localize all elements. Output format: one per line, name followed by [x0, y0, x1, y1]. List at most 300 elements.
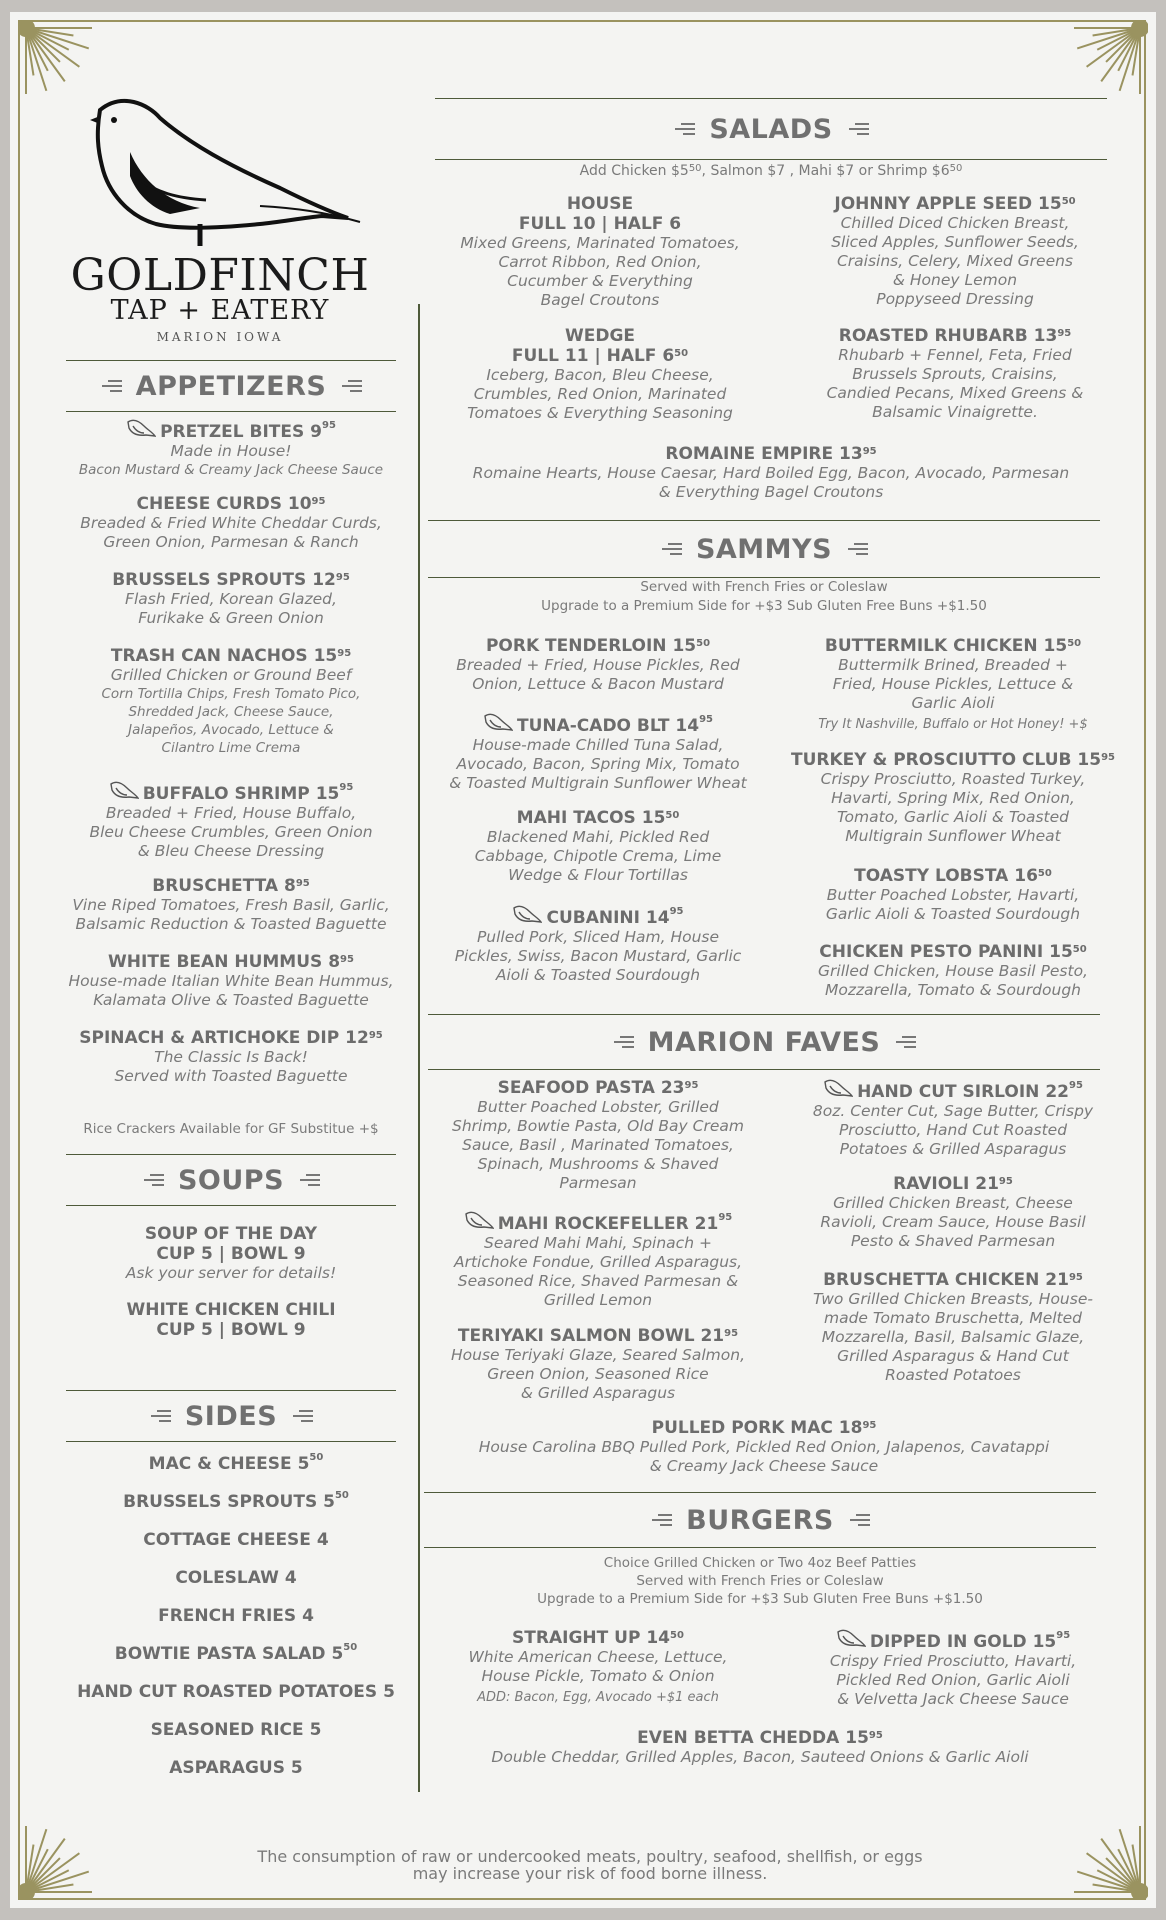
item-description: House Teriyaki Glaze, Seared Salmon,: [450, 1346, 745, 1364]
item-description: Garlic Aioli & Toasted Sourdough: [825, 905, 1081, 923]
sammys-note: Served with French Fries or Coleslaw: [640, 579, 888, 595]
item-name-line: [790, 194, 1120, 214]
section-title: BURGERS: [686, 1504, 834, 1536]
burst-ray: [1087, 28, 1140, 67]
side-name: HAND CUT ROASTED POTATOES: [77, 1682, 378, 1702]
item-description: Pulled Pork, Sliced Ham, House: [476, 928, 720, 946]
item-description: Tomatoes & Everything Seasoning: [467, 404, 733, 422]
menu-item: [428, 712, 768, 793]
item-price: 13: [839, 444, 863, 464]
item-description: Double Cheddar, Grilled Apples, Bacon, Sauteed Onions & Garlic Aioli: [491, 1748, 1029, 1766]
side-price: 4: [284, 1568, 297, 1588]
item-description: Seasoned Rice, Shaved Parmesan &: [457, 1272, 739, 1290]
item-description: & Honey Lemon: [892, 271, 1018, 289]
item-description: & Velvetta Jack Cheese Sauce: [837, 1690, 1069, 1708]
menu-item: [56, 418, 406, 479]
item-description: & Everything Bagel Croutons: [658, 483, 884, 501]
menu-item: [428, 1628, 768, 1706]
item-price-cents: 95: [1056, 1630, 1071, 1641]
item-price-cents: 95: [684, 1080, 699, 1091]
menu-item: [788, 1174, 1118, 1251]
item-description: Jalapeños, Avocado, Lettuce &: [128, 722, 334, 738]
item-description: & Creamy Jack Cheese Sauce: [649, 1457, 879, 1475]
side-price: 5: [309, 1720, 322, 1740]
item-description: Potatoes & Grilled Asparagus: [839, 1140, 1067, 1158]
item-name: TRASH CAN NACHOS: [110, 646, 308, 666]
item-description: & Bleu Cheese Dressing: [137, 842, 325, 860]
item-name-line: [56, 1028, 406, 1048]
item-name: TURKEY & PROSCIUTTO CLUB: [790, 750, 1072, 770]
item-description: Butter Poached Lobster, Grilled: [477, 1098, 719, 1116]
item-price: 15: [313, 646, 338, 666]
goldfinch-bird-icon: [823, 1078, 853, 1100]
menu-item: [56, 1300, 406, 1340]
item-name: DIPPED IN GOLD: [869, 1632, 1027, 1652]
item-description: Grilled Asparagus & Hand Cut: [837, 1347, 1069, 1365]
goldfinch-bird-icon: [483, 712, 513, 734]
item-price: 12: [312, 570, 336, 590]
side-name: COTTAGE CHEESE: [143, 1530, 311, 1550]
item-name-line: [56, 494, 406, 514]
menu-item: [788, 750, 1118, 846]
item-name-line: [790, 326, 1120, 346]
section-title: APPETIZERS: [135, 370, 327, 402]
item-description: Pickled Red Onion, Garlic Aioli: [836, 1671, 1070, 1689]
menu-item: [788, 636, 1118, 733]
item-description: Sliced Apples, Sunflower Seeds,: [831, 233, 1079, 251]
item-portion-prices: [56, 1244, 406, 1264]
item-price-cents: 50: [1067, 638, 1082, 649]
dash-lines-icon: [846, 543, 868, 555]
item-description: House Pickle, Tomato & Onion: [481, 1667, 715, 1685]
item-name: SOUP OF THE DAY: [144, 1224, 318, 1244]
dash-lines-icon: [149, 1410, 171, 1422]
section-header-soups: [66, 1154, 396, 1206]
item-description: Flash Fried, Korean Glazed,: [125, 590, 337, 608]
item-name-line: [435, 444, 1107, 464]
burgers-note: Choice Grilled Chicken or Two 4oz Beef Patties: [603, 1555, 917, 1571]
item-description: Candied Pecans, Mixed Greens &: [826, 384, 1084, 402]
item-description: Grilled Lemon: [543, 1291, 653, 1309]
item-price-cents: 50: [696, 638, 711, 649]
item-price-cents: 50: [1037, 868, 1052, 879]
item-price-cents: 95: [295, 878, 310, 889]
item-price-cents: 95: [669, 906, 684, 917]
item-portion-prices: [435, 214, 765, 234]
item-description: Made in House!: [170, 442, 292, 460]
item-name-line: [428, 1210, 768, 1234]
item-description: Spinach, Mushrooms & Shaved: [477, 1155, 719, 1173]
item-name: EVEN BETTA CHEDDA: [637, 1728, 840, 1748]
menu-page: [10, 12, 1156, 1908]
menu-item: [435, 194, 765, 310]
menu-item: [56, 646, 406, 757]
menu-item: [428, 1326, 768, 1403]
section-header-marion-faves: [428, 1014, 1100, 1070]
item-price-cents: 95: [862, 446, 877, 457]
addon-text: 50: [949, 163, 963, 174]
item-name: WHITE BEAN HUMMUS: [108, 952, 323, 972]
item-name: PRETZEL BITES: [160, 422, 305, 442]
item-description: House-made Chilled Tuna Salad,: [472, 736, 724, 754]
side-name: BRUSSELS SPROUTS: [123, 1492, 318, 1512]
item-price: 21: [1045, 1270, 1069, 1290]
item-description: Carrot Ribbon, Red Onion,: [498, 253, 702, 271]
item-name: WEDGE: [564, 326, 636, 346]
section-title: SIDES: [184, 1400, 278, 1432]
item-price-cents: 95: [340, 954, 354, 965]
side-item: [66, 1720, 406, 1740]
item-name: BRUSCHETTA CHICKEN: [823, 1270, 1040, 1290]
menu-item: [424, 1728, 1096, 1767]
side-price: 5: [290, 1758, 303, 1778]
side-price: 5: [297, 1454, 310, 1474]
menu-item: [435, 326, 765, 423]
item-name-line: [56, 876, 406, 896]
item-description: Pickles, Swiss, Bacon Mustard, Garlic: [454, 947, 742, 965]
burgers-note: Upgrade to a Premium Side for +$3 Sub Gluten Free Buns +$1.50: [537, 1591, 983, 1607]
item-description: Avocado, Bacon, Spring Mix, Tomato: [456, 755, 740, 773]
item-description: Bleu Cheese Crumbles, Green Onion: [89, 823, 373, 841]
section-header-appetizers: [66, 360, 396, 412]
item-description: Rhubarb + Fennel, Feta, Fried: [838, 346, 1072, 364]
item-description: Breaded + Fried, House Pickles, Red: [456, 656, 740, 674]
dash-lines-icon: [298, 1174, 320, 1186]
menu-item: [428, 1078, 768, 1193]
item-description: Sauce, Basil , Marinated Tomatoes,: [462, 1136, 734, 1154]
item-description: White American Cheese, Lettuce,: [468, 1648, 728, 1666]
item-price-cents: 50: [1061, 196, 1076, 207]
item-description: Brussels Sprouts, Craisins,: [852, 365, 1058, 383]
item-name-line: [56, 1224, 406, 1244]
item-name-line: [424, 1728, 1096, 1748]
item-price: 18: [838, 1418, 863, 1438]
item-name: MAHI ROCKEFELLER: [497, 1214, 689, 1234]
item-price-cents: 95: [862, 1420, 877, 1431]
item-description: Crispy Prosciutto, Roasted Turkey,: [820, 770, 1086, 788]
goldfinch-bird-icon: [70, 96, 370, 256]
item-description: House Carolina BBQ Pulled Pork, Pickled Red Onion, Jalapenos, Cavatappi: [478, 1438, 1050, 1456]
dash-lines-icon: [612, 1036, 634, 1048]
side-price: 5: [331, 1644, 344, 1664]
item-description: Romaine Hearts, House Caesar, Hard Boiled Egg, Bacon, Avocado, Parmesan: [472, 464, 1070, 482]
item-description: Mixed Greens, Marinated Tomatoes,: [460, 234, 740, 252]
side-name: COLESLAW: [175, 1568, 279, 1588]
item-name: HOUSE: [566, 194, 634, 214]
item-description: Artichoke Fondue, Grilled Asparagus,: [453, 1253, 743, 1271]
item-price-cents: 95: [335, 572, 350, 583]
item-description: Kalamata Olive & Toasted Baguette: [93, 991, 369, 1009]
item-name: TUNA-CADO BLT: [516, 716, 670, 736]
item-upgrade-note: ADD: Bacon, Egg, Avocado +$1 each: [477, 1690, 719, 1705]
item-portion-prices: [56, 1320, 406, 1340]
item-description: Parmesan: [559, 1174, 637, 1192]
item-name-line: [788, 1078, 1118, 1102]
side-item: [66, 1644, 406, 1664]
item-name: STRAIGHT UP: [512, 1628, 641, 1648]
menu-item: [428, 904, 768, 985]
item-name-line: [428, 636, 768, 656]
logo-location: MARION IOWA: [156, 330, 284, 344]
menu-item: [788, 1270, 1118, 1385]
item-price: 16: [1014, 866, 1038, 886]
goldfinch-bird-icon: [126, 418, 156, 440]
side-price: 5: [383, 1682, 395, 1702]
item-price: 15: [641, 808, 666, 828]
dash-lines-icon: [660, 543, 682, 555]
corner-burst-icon: [18, 1820, 98, 1900]
item-price: 21: [700, 1326, 725, 1346]
menu-item: [428, 1418, 1100, 1476]
item-price: 13: [1033, 326, 1058, 346]
item-name: BUFFALO SHRIMP: [142, 784, 310, 804]
burst-ray: [26, 1839, 65, 1892]
item-price-cents: 95: [724, 1328, 739, 1339]
item-description: Breaded & Fried White Cheddar Curds,: [80, 514, 382, 532]
column-divider: [418, 304, 420, 1792]
item-price-cents: 95: [1101, 752, 1116, 763]
burst-ray: [1101, 28, 1140, 81]
item-name-line: [56, 1300, 406, 1320]
item-name-line: [788, 1174, 1118, 1194]
item-price-cents: 50: [670, 1630, 684, 1641]
item-description: Served with Toasted Baguette: [114, 1067, 348, 1085]
item-name: JOHNNY APPLE SEED: [834, 194, 1033, 214]
item-description: Grilled Chicken Breast, Cheese: [833, 1194, 1073, 1212]
side-item: [66, 1606, 406, 1626]
menu-item: [788, 942, 1118, 1000]
footer-disclaimer: [150, 1848, 1030, 1882]
item-price: 15: [1049, 942, 1073, 962]
item-description: Crispy Fried Prosciutto, Havarti,: [829, 1652, 1077, 1670]
item-name-line: [788, 750, 1118, 770]
dash-lines-icon: [848, 1514, 870, 1526]
item-name-line: [788, 1270, 1118, 1290]
item-name-line: [788, 942, 1118, 962]
item-name-line: [56, 952, 406, 972]
portion-text: CUP 5 | BOWL 9: [156, 1244, 306, 1264]
item-name: CHICKEN PESTO PANINI: [819, 942, 1044, 962]
item-description: Pesto & Shaved Parmesan: [850, 1232, 1056, 1250]
sammys-note: Upgrade to a Premium Side for +$3 Sub Gluten Free Buns +$1.50: [541, 598, 987, 614]
item-description: Iceberg, Bacon, Bleu Cheese,: [486, 366, 714, 384]
item-description: Balsamic Reduction & Toasted Baguette: [75, 915, 387, 933]
side-name: SEASONED RICE: [150, 1720, 304, 1740]
goldfinch-bird-icon: [512, 904, 542, 926]
item-upgrade-note: Try It Nashville, Buffalo or Hot Honey! +$: [818, 717, 1088, 732]
dash-lines-icon: [340, 380, 362, 392]
item-price: 15: [1077, 750, 1102, 770]
item-name-line: [428, 808, 768, 828]
dash-lines-icon: [894, 1036, 916, 1048]
item-description: Bacon Mustard & Creamy Jack Cheese Sauce: [78, 462, 384, 478]
side-price-cents: 50: [334, 1490, 349, 1501]
item-price-cents: 95: [339, 782, 354, 793]
item-price: 15: [1043, 636, 1068, 656]
item-name: SPINACH & ARTICHOKE DIP: [79, 1028, 340, 1048]
item-price: 14: [675, 716, 700, 736]
burst-ray: [1087, 1853, 1140, 1892]
dash-lines-icon: [650, 1514, 672, 1526]
side-name: BOWTIE PASTA SALAD: [114, 1644, 326, 1664]
item-description: Onion, Lettuce & Bacon Mustard: [472, 675, 724, 693]
item-description: & Toasted Multigrain Sunflower Wheat: [449, 774, 747, 792]
item-name-line: [56, 780, 406, 804]
item-name-line: [428, 1418, 1100, 1438]
item-name-line: [435, 326, 765, 346]
item-name-line: [56, 570, 406, 590]
item-price: 21: [694, 1214, 719, 1234]
side-name: FRENCH FRIES: [158, 1606, 297, 1626]
item-price: 15: [1038, 194, 1062, 214]
burst-ray: [26, 28, 65, 81]
item-price-cents: 95: [998, 1176, 1013, 1187]
logo-name: GOLDFINCH: [70, 250, 370, 301]
item-name-line: [428, 1628, 768, 1648]
item-price: 14: [646, 1628, 671, 1648]
menu-item: [428, 636, 768, 694]
menu-item: [56, 780, 406, 861]
item-name: CUBANINI: [546, 908, 640, 928]
menu-item: [435, 444, 1107, 502]
item-price-cents: 95: [337, 648, 352, 659]
dash-lines-icon: [100, 380, 122, 392]
portion-text: FULL 11 | HALF 6: [511, 346, 675, 366]
item-name: RAVIOLI: [893, 1174, 970, 1194]
item-name-line: [56, 646, 406, 666]
item-description: Breaded + Fried, House Buffalo,: [105, 804, 357, 822]
item-description: 8oz. Center Cut, Sage Butter, Crispy: [812, 1102, 1094, 1120]
goldfinch-bird-icon: [109, 780, 139, 802]
item-description: Poppyseed Dressing: [876, 290, 1034, 308]
side-item: [66, 1530, 406, 1550]
item-price: 22: [1045, 1082, 1069, 1102]
item-description: Chilled Diced Chicken Breast,: [840, 214, 1070, 232]
item-description: Green Onion, Parmesan & Ranch: [103, 533, 359, 551]
item-price-cents: 95: [1069, 1080, 1083, 1091]
item-price-cents: 50: [1072, 944, 1087, 955]
side-price-cents: 50: [309, 1452, 324, 1463]
item-name: ROMAINE EMPIRE: [665, 444, 834, 464]
item-description: Furikake & Green Onion: [138, 609, 324, 627]
side-price: 4: [316, 1530, 329, 1550]
item-description: Prosciutto, Hand Cut Roasted: [838, 1121, 1068, 1139]
item-description: & Grilled Asparagus: [520, 1384, 676, 1402]
item-description: Wedge & Flour Tortillas: [508, 866, 688, 884]
menu-item: [788, 1078, 1118, 1159]
item-description: Cucumber & Everything: [507, 272, 693, 290]
item-description: Blackened Mahi, Pickled Red: [486, 828, 710, 846]
item-price-cents: 95: [322, 420, 336, 431]
section-title: SALADS: [709, 113, 833, 145]
item-description: Seared Mahi Mahi, Spinach +: [484, 1234, 712, 1252]
item-description: House-made Italian White Bean Hummus,: [68, 972, 394, 990]
addon-text: Add Chicken $5: [579, 163, 689, 179]
dash-lines-icon: [291, 1410, 313, 1422]
side-price: 4: [302, 1606, 314, 1626]
item-portion-prices: [435, 346, 765, 366]
item-price: 9: [310, 422, 323, 442]
side-name: MAC & CHEESE: [148, 1454, 292, 1474]
item-price: 10: [287, 494, 312, 514]
section-title: SOUPS: [177, 1164, 285, 1196]
burst-ray: [1101, 1839, 1140, 1892]
item-description: Ravioli, Cream Sauce, House Basil: [820, 1213, 1086, 1231]
burst-ray: [26, 1853, 79, 1892]
item-price: 12: [345, 1028, 369, 1048]
menu-item: [56, 1224, 406, 1283]
portion-text: CUP 5 | BOWL 9: [156, 1320, 306, 1340]
menu-item: [788, 1628, 1118, 1709]
side-item: [66, 1492, 406, 1512]
item-description: Mozzarella, Tomato & Sourdough: [825, 981, 1081, 999]
side-item: [66, 1568, 406, 1588]
item-name: ROASTED RHUBARB: [838, 326, 1028, 346]
item-name-line: [435, 194, 765, 214]
item-name: WHITE CHICKEN CHILI: [126, 1300, 336, 1320]
dash-lines-icon: [847, 123, 869, 135]
menu-item: [428, 1210, 768, 1310]
menu-item: [56, 570, 406, 628]
goldfinch-bird-icon: [836, 1628, 866, 1650]
menu-item: [788, 866, 1118, 924]
item-description: Grilled Chicken, House Basil Pesto,: [818, 962, 1088, 980]
item-price-cents: 95: [311, 496, 326, 507]
item-description: Crumbles, Red Onion, Marinated: [473, 385, 727, 403]
item-description: Havarti, Spring Mix, Red Onion,: [831, 789, 1075, 807]
side-price-cents: 50: [343, 1642, 358, 1653]
item-price: 8: [284, 876, 296, 896]
section-header-sammys: [428, 520, 1100, 578]
item-name: BRUSCHETTA: [152, 876, 279, 896]
item-price: 21: [975, 1174, 999, 1194]
item-name: TERIYAKI SALMON BOWL: [457, 1326, 695, 1346]
item-description: Garlic Aioli: [911, 694, 995, 712]
item-description: Bagel Croutons: [540, 291, 660, 309]
item-name-line: [56, 418, 406, 442]
salad-addons: [435, 162, 1107, 180]
item-description: made Tomato Bruschetta, Melted: [824, 1309, 1082, 1327]
item-name: BRUSSELS SPROUTS: [112, 570, 307, 590]
item-price: 15: [1032, 1632, 1057, 1652]
item-price-cents: 95: [699, 714, 714, 725]
item-description: Fried, House Pickles, Lettuce &: [832, 675, 1074, 693]
item-description: Roasted Potatoes: [885, 1366, 1021, 1384]
addon-text: , Salmon $7 , Mahi $7 or Shrimp $6: [701, 163, 950, 179]
item-name: SEAFOOD PASTA: [497, 1078, 655, 1098]
logo-subtitle: TAP + EATERY: [110, 295, 330, 326]
section-header-salads: [435, 98, 1107, 160]
section-header-sides: [66, 1390, 396, 1442]
item-description: Multigrain Sunflower Wheat: [845, 827, 1061, 845]
item-description: Tomato, Garlic Aioli & Toasted: [836, 808, 1069, 826]
menu-item: [56, 494, 406, 552]
burgers-note: Served with French Fries or Coleslaw: [636, 1573, 884, 1589]
item-price: 23: [660, 1078, 685, 1098]
dash-lines-icon: [673, 123, 695, 135]
section-title: SAMMYS: [695, 533, 833, 565]
item-price-cents: 95: [1057, 328, 1072, 339]
item-name: CHEESE CURDS: [136, 494, 282, 514]
item-description: Balsamic Vinaigrette.: [872, 403, 1038, 421]
item-price-cents: 95: [368, 1030, 383, 1041]
portion-text: FULL 10 | HALF 6: [518, 214, 682, 234]
item-price-cents: 95: [718, 1212, 733, 1223]
item-description: Butter Poached Lobster, Havarti,: [826, 886, 1080, 904]
addon-text: 50: [688, 163, 702, 174]
item-name-line: [788, 1628, 1118, 1652]
side-item: [66, 1758, 406, 1778]
